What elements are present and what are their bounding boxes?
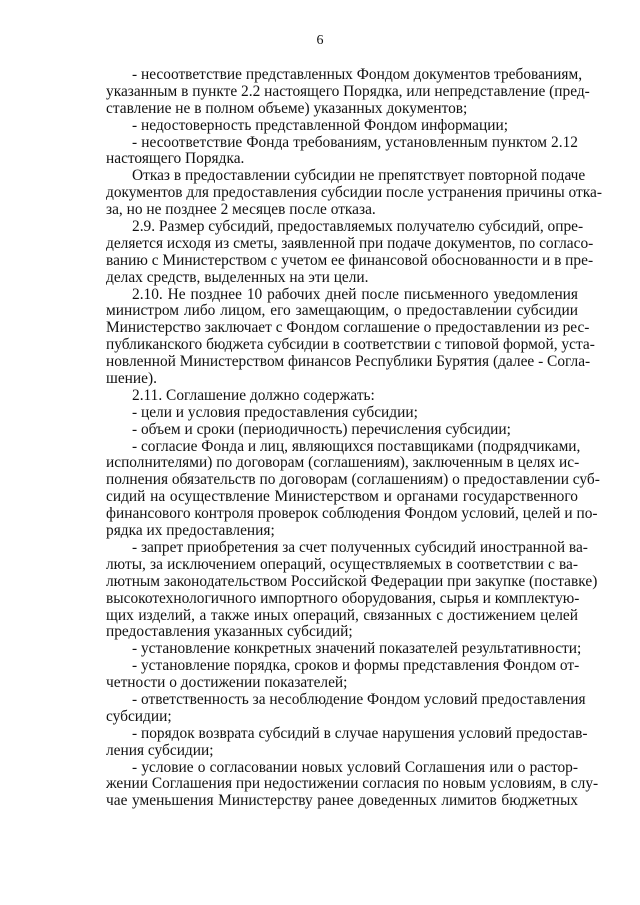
text-line: документов для предоставления субсидии после устранения причины отка- [106,184,602,202]
text-line: настоящего Порядка. [106,150,245,168]
text-line: четности о достижении показателей; [106,674,348,692]
text-line: жении Соглашения при недостижении согласия по новым условиям, в слу- [106,775,599,793]
text-line: полнения обязательств по договорам (соглашениям) о предоставлении суб- [106,471,600,489]
text-line: финансового контроля проверок соблюдения Фондом условий, целей и по- [106,505,598,523]
text-line: - условие о согласовании новых условий Соглашения или о растор- [132,758,578,776]
text-line: ления субсидии; [106,741,214,759]
text-line: исполнителями) по договорам (соглашениям), заключенным в целях ис- [106,454,580,472]
text-line: - несоответствие представленных Фондом документов требованиям, [132,66,583,83]
document-body [106,66,602,810]
text-line: субсидии; [106,707,172,725]
text-line: высокотехнологичного импортного оборудования, сырья и комплектую- [106,589,580,607]
text-line: - согласие Фонда и лиц, являющихся поставщиками (подрядчиками, [132,437,581,455]
text-line: указанным в пункте 2.2 настоящего Порядка, или непредставление (пред- [106,82,590,100]
text-line: рядка их предоставления; [106,522,275,540]
text-line: сидий на осуществление Министерством и органами государственного [106,488,578,506]
text-line: деляется исходя из сметы, заявленной при подаче документов, по согласо- [106,234,594,252]
text-line: министром либо лицом, его замещающим, о предоставлении субсидии [106,302,578,320]
text-line: предоставления указанных субсидий; [106,623,353,641]
page-number: 6 [316,33,324,48]
text-line: ставление не в полном объеме) указанных документов; [106,99,468,117]
text-line: делах средств, выделенных на эти цели. [106,268,369,286]
text-line: 2.9. Размер субсидий, предоставляемых получателю субсидий, опре- [132,218,584,236]
text-line: лютным законодательством Российской Федерации при закупке (поставке) [106,572,598,590]
text-line: - несоответствие Фонда требованиям, установленным пунктом 2.12 [132,133,578,151]
text-line: - объем и сроки (периодичность) перечисления субсидии; [132,420,511,438]
text-line: Отказ в предоставлении субсидии не препятствует повторной подаче [132,167,586,185]
text-line: публиканского бюджета субсидии в соответствии с типовой формой, уста- [106,336,595,354]
text-line: - порядок возврата субсидий в случае нарушения условий предостав- [132,724,588,742]
text-line: щих изделий, а также иных операций, связанных с достижением целей [106,606,578,624]
text-line: - запрет приобретения за счет полученных субсидий иностранной ва- [132,538,588,556]
text-line: 2.11. Соглашение должно содержать: [132,386,375,404]
text-line: - недостоверность представленной Фондом информации; [132,116,508,134]
text-line: ванию с Министерством с учетом ее финансовой обоснованности и в пре- [106,251,594,269]
text-line: за, но не позднее 2 месяцев после отказа. [106,201,376,219]
text-line: новленной Министерством финансов Республики Бурятия (далее - Согла- [106,353,591,371]
text-line: чае уменьшения Министерству ранее доведенных лимитов бюджетных [106,792,578,810]
text-line: - цели и условия предоставления субсидии; [132,403,418,421]
text-line: Министерство заключает с Фондом соглашение о предоставлении из рес- [106,319,590,337]
text-line: 2.10. Не позднее 10 рабочих дней после письменного уведомления [132,285,578,303]
text-line: - ответственность за несоблюдение Фондом условий предоставления [132,690,586,708]
text-line: люты, за исключением операций, осуществляемых в соответствии с ва- [106,555,578,573]
text-line: - установление порядка, сроков и формы представления Фондом от- [132,657,580,675]
text-line: шение). [106,370,157,388]
text-line: - установление конкретных значений показателей результативности; [132,640,582,658]
